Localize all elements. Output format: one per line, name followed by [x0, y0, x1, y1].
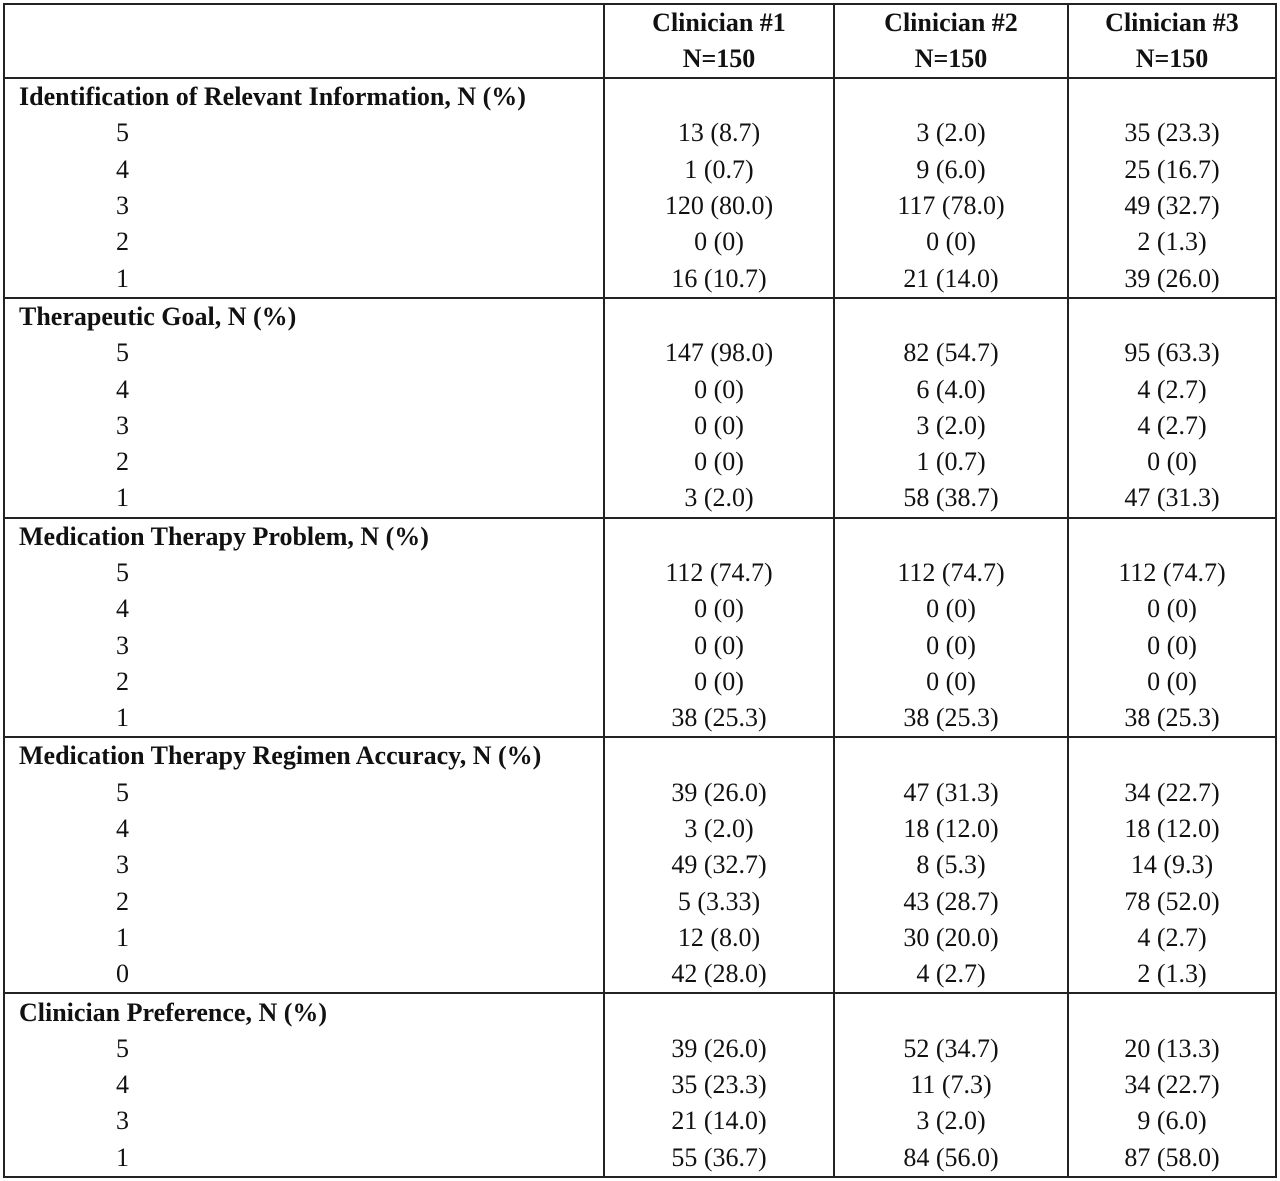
section-header-empty-cell [604, 298, 834, 335]
value-cell-clinician-2: 52 (34.7) [834, 1031, 1068, 1067]
score-cell: 1 [4, 480, 604, 517]
value-cell-clinician-1: 3 (2.0) [604, 480, 834, 517]
value-cell-clinician-1: 3 (2.0) [604, 811, 834, 847]
value-cell-clinician-3: 95 (63.3) [1068, 335, 1276, 371]
value-cell-clinician-1: 0 (0) [604, 591, 834, 627]
value-cell-clinician-3: 2 (1.3) [1068, 956, 1276, 993]
value-cell-clinician-1: 112 (74.7) [604, 555, 834, 591]
value-cell-clinician-3: 0 (0) [1068, 627, 1276, 663]
value-cell-clinician-2: 8 (5.3) [834, 847, 1068, 883]
section-header-empty-cell [604, 993, 834, 1030]
value-cell-clinician-2: 47 (31.3) [834, 775, 1068, 811]
value-cell-clinician-2: 18 (12.0) [834, 811, 1068, 847]
value-cell-clinician-1: 42 (28.0) [604, 956, 834, 993]
table-row [4, 700, 1276, 737]
value-cell-clinician-1: 39 (26.0) [604, 775, 834, 811]
section-title: Medication Therapy Problem, N (%) [4, 518, 604, 555]
value-cell-clinician-2: 0 (0) [834, 664, 1068, 700]
section-title: Therapeutic Goal, N (%) [4, 298, 604, 335]
value-cell-clinician-1: 0 (0) [604, 664, 834, 700]
header-clinician-2 [834, 4, 1068, 78]
header-blank-cell [4, 4, 604, 78]
score-cell: 4 [4, 1067, 604, 1103]
table-row [4, 1103, 1276, 1139]
value-cell-clinician-2: 3 (2.0) [834, 1103, 1068, 1139]
section-header-empty-cell [834, 78, 1068, 115]
value-cell-clinician-2: 9 (6.0) [834, 152, 1068, 188]
score-cell: 3 [4, 188, 604, 224]
header-clinician-1-n: N=150 [682, 44, 756, 73]
value-cell-clinician-1: 0 (0) [604, 371, 834, 407]
header-clinician-2-name: Clinician #2 [884, 8, 1018, 37]
table-row [4, 335, 1276, 371]
value-cell-clinician-2: 43 (28.7) [834, 884, 1068, 920]
value-cell-clinician-3: 0 (0) [1068, 444, 1276, 480]
score-cell: 1 [4, 700, 604, 737]
value-cell-clinician-1: 16 (10.7) [604, 260, 834, 297]
section-header-row [4, 298, 1276, 335]
value-cell-clinician-3: 38 (25.3) [1068, 700, 1276, 737]
value-cell-clinician-2: 84 (56.0) [834, 1140, 1068, 1177]
table-row [4, 408, 1276, 444]
table-row [4, 371, 1276, 407]
section-header-row [4, 993, 1276, 1030]
section-title: Identification of Relevant Information, N (%) [4, 78, 604, 115]
section-header-empty-cell [1068, 78, 1276, 115]
value-cell-clinician-2: 21 (14.0) [834, 260, 1068, 297]
value-cell-clinician-3: 47 (31.3) [1068, 480, 1276, 517]
value-cell-clinician-1: 35 (23.3) [604, 1067, 834, 1103]
score-cell: 4 [4, 591, 604, 627]
table-body [4, 78, 1276, 1177]
table-row [4, 627, 1276, 663]
score-cell: 0 [4, 956, 604, 993]
value-cell-clinician-1: 120 (80.0) [604, 188, 834, 224]
section-header-empty-cell [604, 737, 834, 774]
section-header-empty-cell [604, 518, 834, 555]
score-cell: 2 [4, 224, 604, 260]
header-clinician-1-name: Clinician #1 [652, 8, 786, 37]
score-cell: 2 [4, 884, 604, 920]
value-cell-clinician-2: 58 (38.7) [834, 480, 1068, 517]
table-row [4, 115, 1276, 151]
results-table [3, 3, 1277, 1178]
score-cell: 1 [4, 1140, 604, 1177]
score-cell: 3 [4, 408, 604, 444]
table-row [4, 847, 1276, 883]
header-clinician-2-n: N=150 [914, 44, 988, 73]
score-cell: 1 [4, 260, 604, 297]
value-cell-clinician-2: 117 (78.0) [834, 188, 1068, 224]
value-cell-clinician-3: 34 (22.7) [1068, 1067, 1276, 1103]
table-row [4, 555, 1276, 591]
value-cell-clinician-3: 14 (9.3) [1068, 847, 1276, 883]
table-row [4, 260, 1276, 297]
table-row [4, 811, 1276, 847]
value-cell-clinician-1: 12 (8.0) [604, 920, 834, 956]
section-title: Medication Therapy Regimen Accuracy, N (%) [4, 737, 604, 774]
score-cell: 1 [4, 920, 604, 956]
section-header-empty-cell [834, 737, 1068, 774]
value-cell-clinician-1: 21 (14.0) [604, 1103, 834, 1139]
section-header-empty-cell [1068, 298, 1276, 335]
header-clinician-3-n: N=150 [1135, 44, 1209, 73]
value-cell-clinician-3: 35 (23.3) [1068, 115, 1276, 151]
value-cell-clinician-3: 20 (13.3) [1068, 1031, 1276, 1067]
table-row [4, 775, 1276, 811]
section-header-row [4, 78, 1276, 115]
value-cell-clinician-1: 0 (0) [604, 224, 834, 260]
section-header-row [4, 518, 1276, 555]
table-row [4, 1140, 1276, 1177]
value-cell-clinician-1: 0 (0) [604, 408, 834, 444]
header-clinician-1 [604, 4, 834, 78]
value-cell-clinician-3: 87 (58.0) [1068, 1140, 1276, 1177]
table-row [4, 664, 1276, 700]
value-cell-clinician-3: 78 (52.0) [1068, 884, 1276, 920]
value-cell-clinician-3: 4 (2.7) [1068, 920, 1276, 956]
header-clinician-3 [1068, 4, 1276, 78]
value-cell-clinician-1: 39 (26.0) [604, 1031, 834, 1067]
table-row [4, 1067, 1276, 1103]
section-header-row [4, 737, 1276, 774]
table-row [4, 956, 1276, 993]
section-header-empty-cell [834, 993, 1068, 1030]
score-cell: 4 [4, 371, 604, 407]
score-cell: 3 [4, 627, 604, 663]
value-cell-clinician-3: 9 (6.0) [1068, 1103, 1276, 1139]
score-cell: 5 [4, 115, 604, 151]
value-cell-clinician-1: 147 (98.0) [604, 335, 834, 371]
section-header-empty-cell [604, 78, 834, 115]
value-cell-clinician-1: 55 (36.7) [604, 1140, 834, 1177]
value-cell-clinician-1: 1 (0.7) [604, 152, 834, 188]
table-row [4, 591, 1276, 627]
value-cell-clinician-1: 0 (0) [604, 444, 834, 480]
table-row [4, 920, 1276, 956]
header-clinician-3-name: Clinician #3 [1105, 8, 1239, 37]
value-cell-clinician-2: 11 (7.3) [834, 1067, 1068, 1103]
value-cell-clinician-2: 3 (2.0) [834, 115, 1068, 151]
score-cell: 4 [4, 811, 604, 847]
table-row [4, 224, 1276, 260]
value-cell-clinician-2: 0 (0) [834, 627, 1068, 663]
score-cell: 2 [4, 664, 604, 700]
value-cell-clinician-2: 4 (2.7) [834, 956, 1068, 993]
value-cell-clinician-3: 4 (2.7) [1068, 371, 1276, 407]
score-cell: 5 [4, 555, 604, 591]
section-header-empty-cell [1068, 993, 1276, 1030]
value-cell-clinician-2: 82 (54.7) [834, 335, 1068, 371]
section-header-empty-cell [834, 298, 1068, 335]
value-cell-clinician-2: 38 (25.3) [834, 700, 1068, 737]
score-cell: 3 [4, 847, 604, 883]
table-row [4, 480, 1276, 517]
table-row [4, 188, 1276, 224]
value-cell-clinician-2: 0 (0) [834, 591, 1068, 627]
score-cell: 2 [4, 444, 604, 480]
value-cell-clinician-2: 30 (20.0) [834, 920, 1068, 956]
value-cell-clinician-2: 6 (4.0) [834, 371, 1068, 407]
value-cell-clinician-1: 0 (0) [604, 627, 834, 663]
value-cell-clinician-2: 3 (2.0) [834, 408, 1068, 444]
score-cell: 5 [4, 335, 604, 371]
value-cell-clinician-2: 1 (0.7) [834, 444, 1068, 480]
value-cell-clinician-3: 25 (16.7) [1068, 152, 1276, 188]
value-cell-clinician-3: 112 (74.7) [1068, 555, 1276, 591]
score-cell: 4 [4, 152, 604, 188]
score-cell: 5 [4, 1031, 604, 1067]
value-cell-clinician-2: 0 (0) [834, 224, 1068, 260]
table-row [4, 152, 1276, 188]
value-cell-clinician-3: 39 (26.0) [1068, 260, 1276, 297]
value-cell-clinician-1: 38 (25.3) [604, 700, 834, 737]
value-cell-clinician-3: 4 (2.7) [1068, 408, 1276, 444]
value-cell-clinician-3: 2 (1.3) [1068, 224, 1276, 260]
value-cell-clinician-1: 13 (8.7) [604, 115, 834, 151]
value-cell-clinician-3: 34 (22.7) [1068, 775, 1276, 811]
value-cell-clinician-3: 18 (12.0) [1068, 811, 1276, 847]
section-header-empty-cell [1068, 518, 1276, 555]
value-cell-clinician-3: 0 (0) [1068, 664, 1276, 700]
section-title: Clinician Preference, N (%) [4, 993, 604, 1030]
header-row [4, 4, 1276, 78]
value-cell-clinician-2: 112 (74.7) [834, 555, 1068, 591]
table-row [4, 444, 1276, 480]
value-cell-clinician-3: 0 (0) [1068, 591, 1276, 627]
table-row [4, 1031, 1276, 1067]
score-cell: 5 [4, 775, 604, 811]
section-header-empty-cell [834, 518, 1068, 555]
section-header-empty-cell [1068, 737, 1276, 774]
value-cell-clinician-3: 49 (32.7) [1068, 188, 1276, 224]
value-cell-clinician-1: 5 (3.33) [604, 884, 834, 920]
value-cell-clinician-1: 49 (32.7) [604, 847, 834, 883]
table-row [4, 884, 1276, 920]
score-cell: 3 [4, 1103, 604, 1139]
